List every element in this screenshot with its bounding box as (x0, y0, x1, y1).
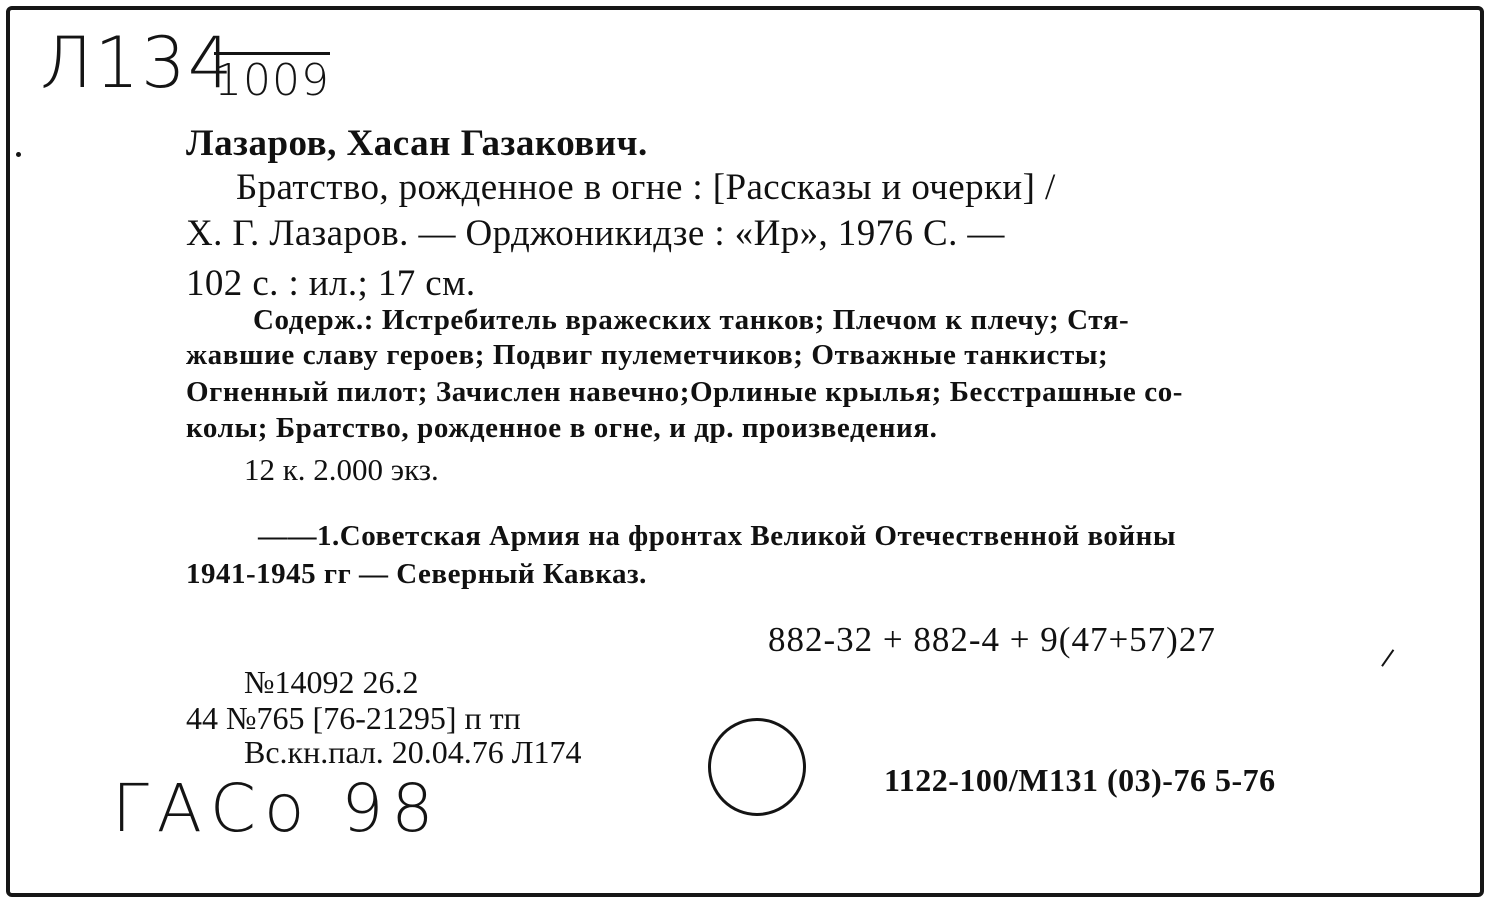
subject-heading-line-2: 1941-1945 гг — Северный Кавказ. (186, 558, 647, 590)
price-and-print-run: 12 к. 2.000 экз. (244, 452, 439, 487)
book-chamber-registry: Вс.кн.пал. 20.04.76 Л174 (244, 734, 582, 770)
handwritten-collection-mark: ГАСо 98 (112, 770, 442, 847)
circle-stamp-outline (708, 718, 806, 816)
publisher-code: 1122-100/М131 (03)-76 5-76 (884, 762, 1276, 798)
contents-line-4: колы; Братство, рожденное в огне, и др. произведения. (186, 412, 938, 444)
title-line-3: 102 с. : ил.; 17 см. (186, 263, 476, 304)
contents-line-2: жавшие славу героев; Подвиг пулеметчиков; Отважные танкисты; (186, 339, 1109, 371)
ink-dot (16, 152, 21, 157)
title-line-2: Х. Г. Лазаров. — Орджоникидзе : «Ир», 1976 С. — (186, 213, 1005, 254)
subject-heading-line-1: ——1.Советская Армия на фронтах Великой Отечественной войны (258, 520, 1176, 552)
order-number: №14092 26.2 (244, 664, 419, 700)
title-line-1: Братство, рожденное в огне : [Рассказы и очерки] / (236, 167, 1056, 208)
contents-line-3: Огненный пилот; Зачислен навечно;Орлиные крылья; Бесстрашные со- (186, 376, 1184, 408)
contents-line-1: Содерж.: Истребитель вражеских танков; Плечом к плечу; Стя- (253, 304, 1130, 336)
handwritten-shelfmark: Л134 (40, 22, 235, 104)
handwritten-shelfmark-number: 1009 (214, 52, 330, 106)
print-info: 44 №765 [76-21295] п тп (186, 700, 521, 736)
author-heading: Лазаров, Хасан Газакович. (186, 123, 648, 164)
classification-index: 882-32 + 882-4 + 9(47+57)27 (768, 620, 1216, 659)
